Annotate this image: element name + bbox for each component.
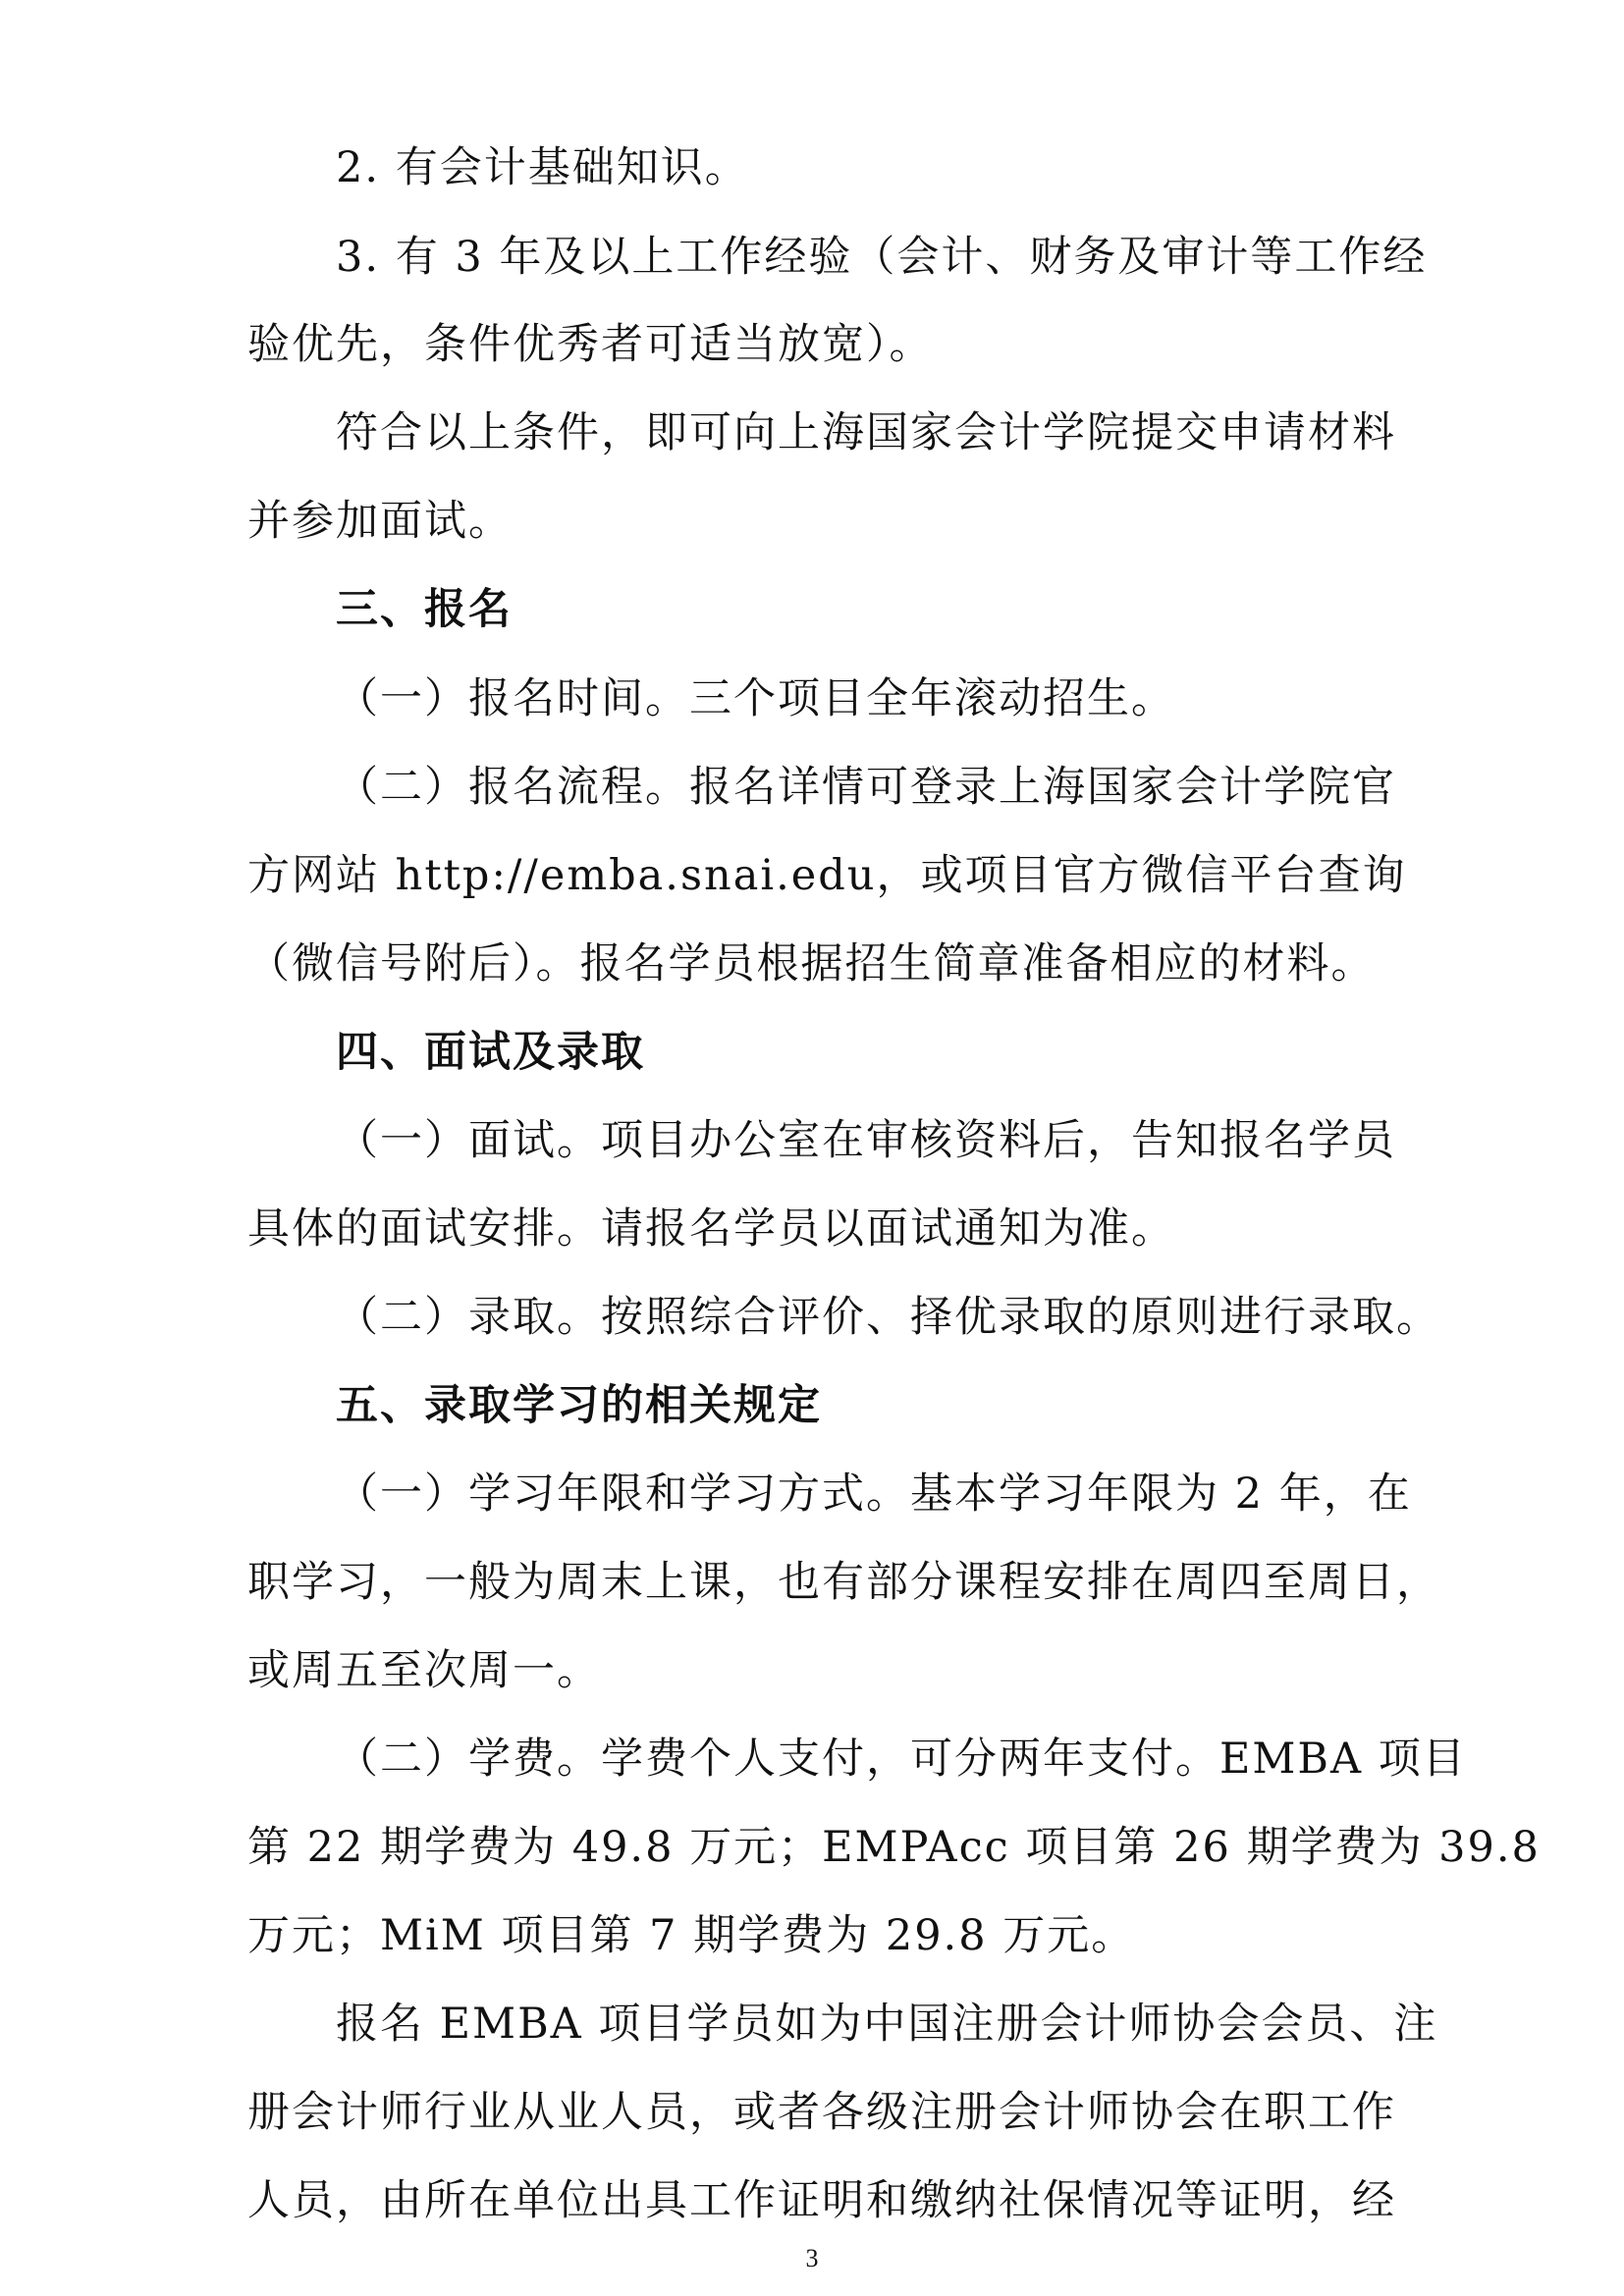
- paragraph-line: （一）报名时间。三个项目全年滚动招生。: [336, 674, 1175, 723]
- paragraph-line: 2. 有会计基础知识。: [336, 143, 749, 192]
- paragraph-line: 报名 EMBA 项目学员如为中国注册会计师协会会员、注: [336, 2000, 1438, 2049]
- paragraph-line: 册会计师行业从业人员，或者各级注册会计师协会在职工作: [247, 2088, 1396, 2137]
- section-heading-5: 五、录取学习的相关规定: [336, 1381, 822, 1430]
- paragraph-line: 具体的面试安排。请报名学员以面试通知为准。: [247, 1204, 1175, 1254]
- paragraph-line: 职学习，一般为周末上课，也有部分课程安排在周四至周日，: [247, 1558, 1440, 1607]
- paragraph-line: 符合以上条件，即可向上海国家会计学院提交申请材料: [336, 408, 1396, 457]
- paragraph-line: （二）录取。按照综合评价、择优录取的原则进行录取。: [336, 1293, 1440, 1342]
- paragraph-line: 人员，由所在单位出具工作证明和缴纳社保情况等证明，经: [247, 2176, 1396, 2225]
- paragraph-line: 3. 有 3 年及以上工作经验（会计、财务及审计等工作经: [336, 233, 1428, 282]
- paragraph-line: 第 22 期学费为 49.8 万元；EMPAcc 项目第 26 期学费为 39.8: [247, 1823, 1541, 1872]
- paragraph-line: （二）报名流程。报名详情可登录上海国家会计学院官: [336, 763, 1396, 812]
- paragraph-line: （一）面试。项目办公室在审核资料后，告知报名学员: [336, 1116, 1396, 1165]
- paragraph-line: 验优先，条件优秀者可适当放宽）。: [247, 320, 934, 369]
- page-number: 3: [805, 2244, 819, 2272]
- paragraph-line: 方网站 http://emba.snai.edu，或项目官方微信平台查询: [247, 851, 1407, 900]
- section-heading-3: 三、报名: [336, 585, 513, 634]
- paragraph-line: （二）学费。学费个人支付，可分两年支付。EMBA 项目: [336, 1735, 1467, 1784]
- paragraph-line: （一）学习年限和学习方式。基本学习年限为 2 年，在: [336, 1469, 1412, 1519]
- paragraph-line: 万元；MiM 项目第 7 期学费为 29.8 万元。: [247, 1911, 1136, 1960]
- section-heading-4: 四、面试及录取: [336, 1028, 645, 1077]
- paragraph-line: 或周五至次周一。: [247, 1646, 601, 1695]
- paragraph-line: 并参加面试。: [247, 497, 513, 546]
- paragraph-line: （微信号附后）。报名学员根据招生简章准备相应的材料。: [247, 939, 1376, 988]
